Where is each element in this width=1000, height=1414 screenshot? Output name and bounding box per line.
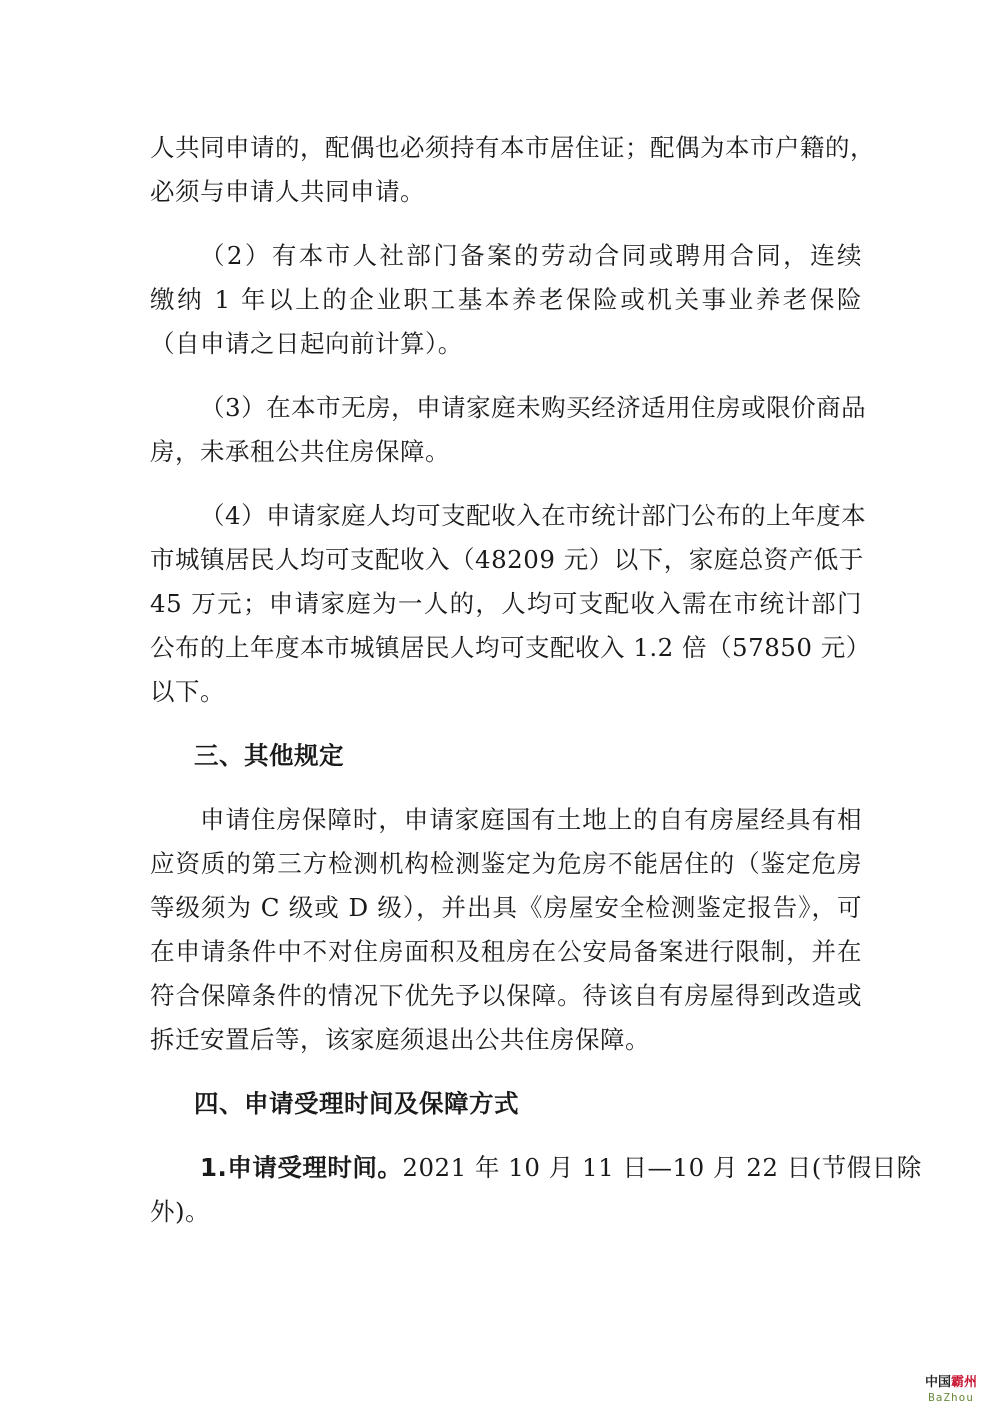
paragraph-line: 必须与申请人共同申请。 [150, 177, 425, 206]
paragraph-line: （3）在本市无房，申请家庭未购买经济适用住房或限价商品 [200, 393, 867, 422]
item-text: 2021 年 10 月 11 日—10 月 22 日(节假日除 [402, 1153, 922, 1182]
section-heading-application-time: 四、申请受理时间及保障方式 [194, 1089, 519, 1118]
paragraph-line: 公布的上年度本市城镇居民人均可支配收入 1.2 倍（57850 元） [150, 633, 871, 662]
paragraph-line: 拆迁安置后等，该家庭须退出公共住房保障。 [150, 1025, 650, 1054]
watermark-subtitle: BaZhou [928, 1391, 974, 1404]
list-item-application-time [150, 1146, 922, 1190]
watermark-plain-text: 中国 [924, 1375, 951, 1390]
section-heading-other-rules: 三、其他规定 [194, 741, 344, 770]
document-body [150, 126, 922, 1234]
paragraph-line: 申请住房保障时，申请家庭国有土地上的自有房屋经具有相 [200, 805, 862, 834]
paragraph-line: 人共同申请的，配偶也必须持有本市居住证；配偶为本市户籍的， [150, 133, 875, 162]
item-label: 1.申请受理时间。 [200, 1153, 403, 1182]
paragraph-line: 符合保障条件的情况下优先予以保障。待该自有房屋得到改造或 [150, 981, 862, 1010]
paragraph-line: 房，未承租公共住房保障。 [150, 437, 450, 466]
watermark-logo [916, 1375, 986, 1404]
watermark-title [916, 1375, 986, 1391]
paragraph-line: 45 万元；申请家庭为一人的，人均可支配收入需在市统计部门 [150, 589, 862, 618]
paragraph-line: （2）有本市人社部门备案的劳动合同或聘用合同，连续 [200, 241, 862, 270]
paragraph-line: 缴纳 1 年以上的企业职工基本养老保险或机关事业养老保险 [150, 285, 862, 314]
paragraph-line: 等级须为 C 级或 D 级），并出具《房屋安全检测鉴定报告》，可 [150, 893, 862, 922]
paragraph-line: （自申请之日起向前计算）。 [150, 329, 463, 358]
paragraph-line: 在申请条件中不对住房面积及租房在公安局备案进行限制，并在 [150, 937, 862, 966]
paragraph-line: （4）申请家庭人均可支配收入在市统计部门公布的上年度本 [200, 501, 867, 530]
paragraph-line: 外)。 [150, 1197, 211, 1226]
paragraph-line: 市城镇居民人均可支配收入（48209 元）以下，家庭总资产低于 [150, 545, 864, 574]
paragraph-line: 应资质的第三方检测机构检测鉴定为危房不能居住的（鉴定危房 [150, 849, 862, 878]
paragraph-line: 以下。 [150, 677, 225, 706]
watermark-accent-text: 霸州 [951, 1375, 978, 1390]
